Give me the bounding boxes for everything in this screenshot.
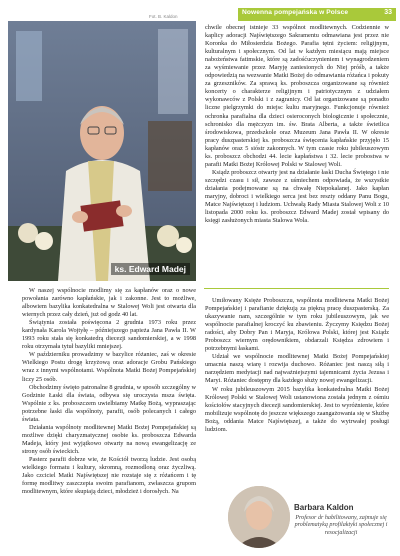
section-divider [204,288,389,289]
paragraph: Świątynia została poświęcona 2 grudnia 1973 roku przez kardynała Karola Wojtyłę – późniejszego papieża Jana Pawła II. W 1993 roku stała się konkatedrą diecezji sandomierskiej, a w 1998 roku otrzymała tytuł bazyliki mniejszej. [22,319,196,351]
paragraph: chwile obecnej istnieje 33 wspólnot modlitewnych. Codziennie w kaplicy adoracji Najświętszego Sakramentu odmawiana jest przez nie Koronka do Miłosierdzia Bożego. Parafia tętni życiem: religijnym, kulturalnym i społecznym. Od lat w każdym miesiącu mają miejsce nabożeństwa fatimskie, które są zadośćuczynieniem i wynagrodzeniem za wyśmiewanie przez Maryję zaniesionych do Niej próśb, a także odpowiedzią na wezwanie Matki Bożej do odmawiania różańca i pokuty za grzeszników. Za sprawą ks. proboszcza organizowane są również koncerty o charakterze religijnym i patriotycznym z udziałem wykonawców z Polski i z zagranicy. Od lat organizowane są ponadto liczne pielgrzymki do miejsc kultu maryjnego. Funkcjonuje również ochronka parafialna dla dzieci osieroconych biologicznie i społecznie, schronisko dla mężczyzn im. św. Brata Alberta, a także świetlica środowiskowa, przedszkole oraz Muzeum Jana Pawła II. W okresie pracy duszpasterskiej ks. proboszcza święcenia kapłańskie przyjęło 15 kapłanów oraz 5 sióstr zakonnych. W tym czasie roku jubileuszowym ks. proboszcz obchodzi 44. lecie kapłaństwa i 32. lecie probostwa w parafii Matki Bożej Królowej Polski w Stalowej Woli. [205,24,389,168]
paragraph: Udział we wspólnocie modlitewnej Matki Bożej Pompejańskiej umacnia naszą wiarę i rozwija duchowo. Różaniec jest naszą siłą i narzędziem medytacji nad najważniejszymi tajemnicami życia Jezusa i Maryi. Różaniec dostępny dla każdego służy nowej ewangelizacji. [205,353,389,385]
paragraph: Pasterz parafii dobrze wie, że Kościół tworzą ludzie. Jest osobą wielkiego formatu i kultury, skromną, rozmodloną oraz życzliwą. Jako czciciel Matki Najświętszej nie rozstaje się z różańcem i tę formę modlitwy zaszczepia swoim parafianom, zwłaszcza grupom modlitewnym, które skupiają dzieci, młodzież i dorosłych. Na [22,455,196,496]
paragraph: Ksiądz proboszcz otwarty jest na działanie łaski Ducha Świętego i nie szczędzi czasu i sił, zawsze z uśmiechem odpowiada, że wszystkie działania podejmowane są na chwałę Niepokalanej. Jako kapłan maryjny, dobroci i wielkiego serca jest bez reszty oddany Panu Bogu, Matce Najświętszej i ludziom. Uchwałą Rady Miasta Stalowej Woli z 10 listopada 2000 roku ks. proboszcz Edward Madej został wpisany do księgi zasłużonych miasta Stalowa Wola. [205,168,389,225]
author-avatar [228,486,290,548]
section-header [238,8,396,21]
article-column-left [22,287,196,496]
article-column-right-middle [205,297,389,434]
paragraph: Umiłowany Księże Proboszczu, wspólnota modlitewna Matki Bożej Pompejańskiej i parafianie dziękują za piękną pracę duszpasterską. Za ukazywanie nam, szczególnie w tym roku jubileuszowym, jak we wspólnocie parafialnej kroczyć ku zbawieniu. Życzymy Księdzu Bożej radości, aby Dobry Pan i Maryja, Królowa Polski, której jest Ksiądz Proboszcz wiernym orędownikiem, obdarzali Księdza zdrowiem i potrzebnymi łaskami. [205,297,389,353]
photo-credit: Fot. B. Kaldon [149,14,178,19]
paragraph: W naszej wspólnocie modlimy się za kapłanów oraz o nowe powołania zarówno kapłańskie, jak i zakonne. Jest to możliwe, albowiem bazylika konkatedralna w Stalowej Woli jest otwarta dla wiernych przez cały dzień, już od godz 40 lat. [22,287,196,319]
section-title: Nowenna pompejańska w Polsce [242,9,349,16]
priest-photo [8,21,196,281]
paragraph: W październiku prowadzimy w bazylice różaniec, zaś w okresie Wielkiego Postu drogę krzyżową oraz adoracje Grobu Pańskiego wraz z innymi wspólnotami. Wspólnota Matki Bożej Pompejańskiej liczy 25 osób. [22,351,196,383]
paragraph: W roku jubileuszowym 2015 bazylika konkatedralna Matki Bożej Królowej Polski w Stalowej Woli ustanowiona została jednym z ośmiu kościołów stacyjnych diecezji sandomierskiej. Jest to wyróżnienie, które mobilizuje wspólnotę do jeszcze większego zaangażowania się w Służbę Bożą, oddania Matce Najświętszej, a także do wytrwałej posługi ludziom. [205,385,389,433]
author-name: Barbara Kaldon [294,503,354,512]
paragraph: Działania wspólnoty modlitewnej Matki Bożej Pompejańskiej są możliwe dzięki charyzmatycznej osobie ks. proboszcza Edwarda Madeja, który jest wyjątkowo otwarty na nową ewangelizację ze strony osób świeckich. [22,423,196,455]
photo-caption: ks. Edward Madej [111,263,190,275]
paragraph: Obchodzimy święto patronalne 8 grudnia, w sposób szczególny w Godzinie Łaski dla świata, odbywa się uroczysta msza święta. Wspólnie z ks. proboszczem uwielbiamy Matkę Bożą, wypraszając potrzebne łaski dla wspólnoty, parafii, osób polecanych i całego świata. [22,383,196,423]
author-portrait [228,486,290,548]
page-number: 33 [384,9,392,16]
article-column-right-top [205,24,389,225]
photo-illustration [8,21,196,281]
author-bio: Profesor dr habilitowany, zajmuje się problematyką profilaktyki społecznej i resocjalizacji [294,515,388,536]
